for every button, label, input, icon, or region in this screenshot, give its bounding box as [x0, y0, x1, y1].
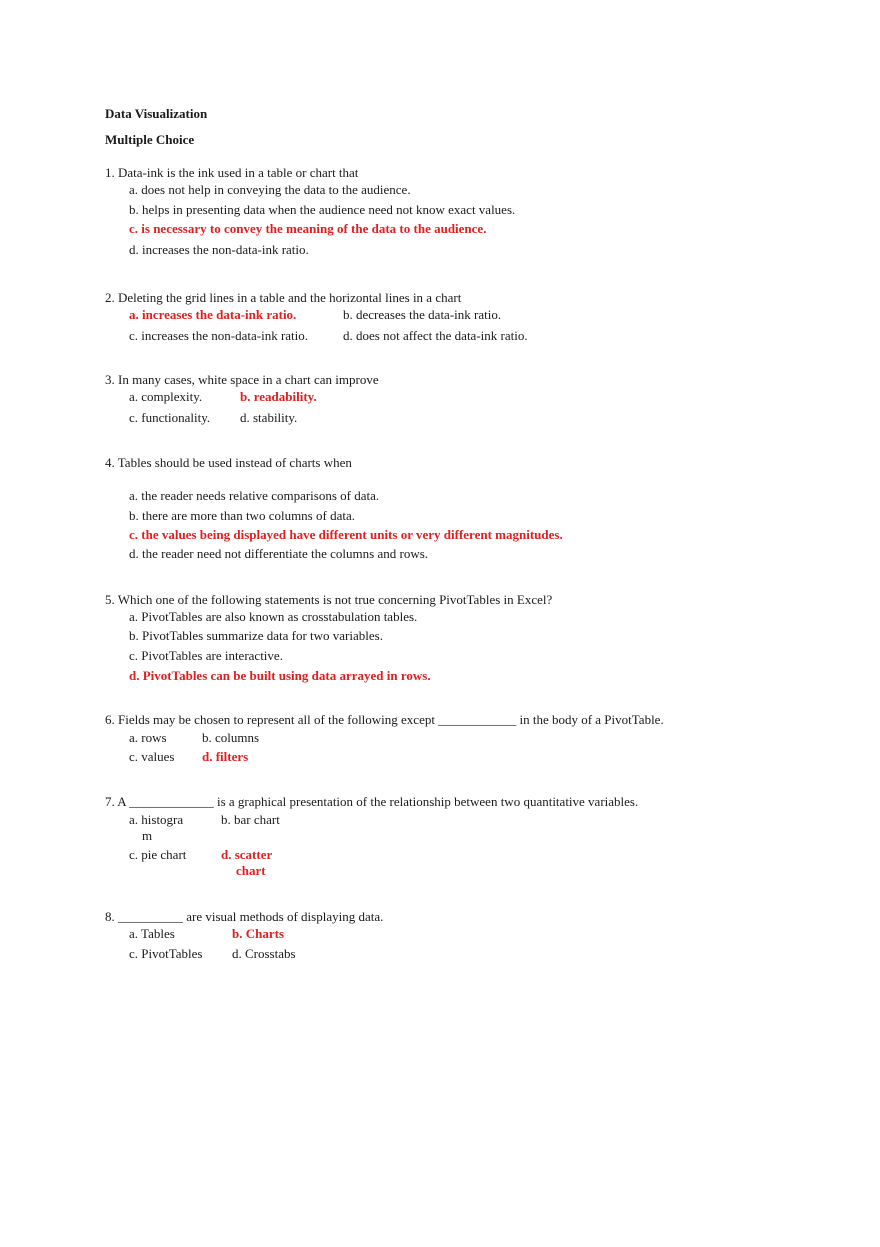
question-7-option-a: a. histogra: [129, 812, 184, 827]
question-2-option-b: b. decreases the data-ink ratio.: [343, 307, 502, 322]
question-2-option-d: d. does not affect the data-ink ratio.: [343, 328, 528, 343]
question-6-stem: 6. Fields may be chosen to represent all of the following except ____________ in the body of a PivotTable.: [105, 712, 664, 727]
question-4-option-a: a. the reader needs relative comparisons of data.: [129, 488, 380, 503]
question-3-option-a: a. complexity.: [129, 389, 203, 404]
question-8-option-a: a. Tables: [129, 926, 175, 941]
question-5-option-c: c. PivotTables are interactive.: [129, 648, 283, 663]
question-4-option-b: b. there are more than two columns of data.: [129, 508, 355, 523]
question-3-option-c: c. functionality.: [129, 410, 211, 425]
question-7-option-d-answer-wrap: chart: [236, 863, 266, 878]
question-1-option-b: b. helps in presenting data when the audience need not know exact values.: [129, 202, 516, 217]
question-3-stem: 3. In many cases, white space in a chart can improve: [105, 372, 379, 387]
question-8-option-b-answer: b. Charts: [232, 926, 285, 941]
question-5-option-b: b. PivotTables summarize data for two variables.: [129, 628, 383, 643]
section-heading: Multiple Choice: [105, 132, 195, 147]
question-1-option-a: a. does not help in conveying the data to the audience.: [129, 182, 411, 197]
question-6-option-d-answer: d. filters: [202, 749, 249, 764]
question-3-option-b-answer: b. readability.: [240, 389, 317, 404]
question-6-option-b: b. columns: [202, 730, 260, 745]
question-7-option-d-answer: d. scatter: [221, 847, 273, 862]
question-5-stem: 5. Which one of the following statements is not true concerning PivotTables in Excel?: [105, 592, 553, 607]
question-4-stem: 4. Tables should be used instead of charts when: [105, 455, 352, 470]
question-7-option-a-wrap: m: [142, 828, 153, 843]
question-7-stem: 7. A _____________ is a graphical presentation of the relationship between two quantitative variables.: [105, 794, 639, 809]
question-4-option-d: d. the reader need not differentiate the columns and rows.: [129, 546, 429, 561]
question-2-option-a-answer: a. increases the data-ink ratio.: [129, 307, 297, 322]
question-2-option-c: c. increases the non-data-ink ratio.: [129, 328, 309, 343]
question-6-option-c: c. values: [129, 749, 175, 764]
question-8-option-c: c. PivotTables: [129, 946, 203, 961]
question-8-stem: 8. __________ are visual methods of displaying data.: [105, 909, 384, 924]
question-1-option-c-answer: c. is necessary to convey the meaning of the data to the audience.: [129, 221, 487, 236]
question-6-option-a: a. rows: [129, 730, 167, 745]
question-7-option-c: c. pie chart: [129, 847, 187, 862]
question-4-option-c-answer: c. the values being displayed have different units or very different magnitudes.: [129, 527, 563, 542]
question-5-option-d-answer: d. PivotTables can be built using data arrayed in rows.: [129, 668, 431, 683]
question-1-option-d: d. increases the non-data-ink ratio.: [129, 242, 309, 257]
question-2-stem: 2. Deleting the grid lines in a table and the horizontal lines in a chart: [105, 290, 462, 305]
question-3-option-d: d. stability.: [240, 410, 298, 425]
question-8-option-d: d. Crosstabs: [232, 946, 296, 961]
question-5-option-a: a. PivotTables are also known as crosstabulation tables.: [129, 609, 418, 624]
question-7-option-b: b. bar chart: [221, 812, 280, 827]
document-title: Data Visualization: [105, 106, 208, 121]
question-1-stem: 1. Data-ink is the ink used in a table or chart that: [105, 165, 359, 180]
